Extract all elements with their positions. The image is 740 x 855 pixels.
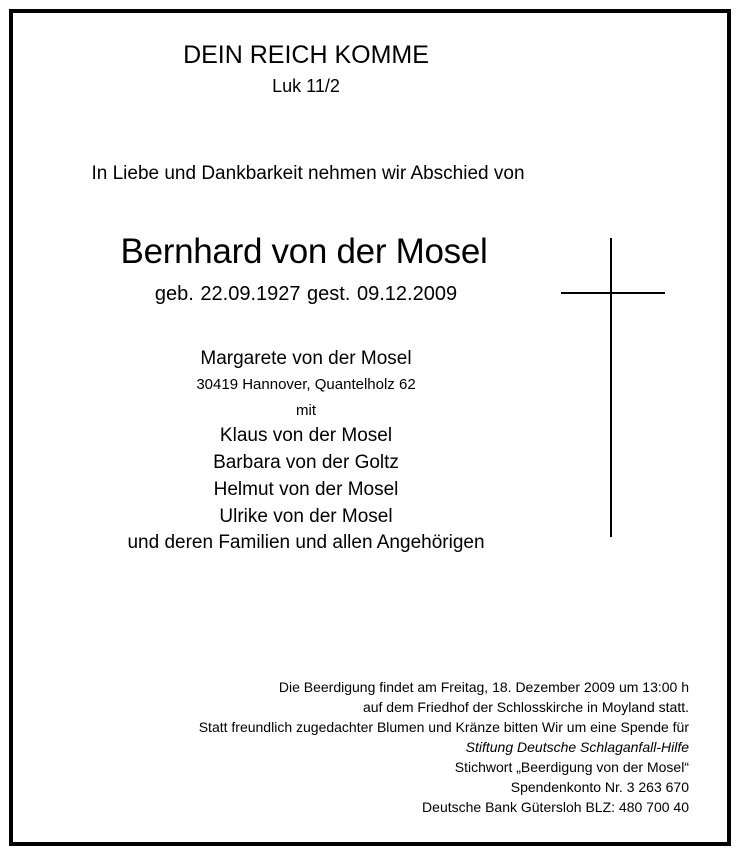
mourner-name: Helmut von der Mosel [213, 479, 399, 500]
cross-vertical-bar [610, 238, 612, 537]
mourner-families: und deren Familien und allen Angehörigen [127, 532, 485, 553]
donation-keyword: Stichwort „Beerdigung von der Mosel“ [454, 759, 689, 775]
life-dates: geb. 22.09.1927 gest. 09.12.2009 [154, 283, 458, 305]
bible-verse: Luk 11/2 [272, 76, 340, 96]
funeral-info-line: auf dem Friedhof der Schlosskirche in Moyland statt. [362, 699, 689, 715]
cross-horizontal-bar [561, 292, 665, 294]
mourner-name: Ulrike von der Mosel [219, 506, 393, 527]
charity-name: Stiftung Deutsche Schlaganfall-Hilfe [465, 739, 689, 755]
mourner-address: 30419 Hannover, Quantelholz 62 [196, 376, 416, 393]
bank-details: Deutsche Bank Gütersloh BLZ: 480 700 40 [422, 799, 689, 815]
mourner-primary: Margarete von der Mosel [200, 348, 412, 369]
mourner-name: Barbara von der Goltz [213, 452, 399, 473]
funeral-info-line: Die Beerdigung findet am Freitag, 18. Dezember 2009 um 13:00 h [278, 679, 689, 695]
deceased-name: Bernhard von der Mosel [120, 232, 488, 271]
motto-heading: DEIN REICH KOMME [183, 41, 429, 69]
donation-request: Statt freundlich zugedachter Blumen und Kränze bitten Wir um eine Spende für [198, 719, 689, 735]
intro-text: In Liebe und Dankbarkeit nehmen wir Abschied von [91, 163, 525, 184]
account-number: Spendenkonto Nr. 3 263 670 [510, 779, 689, 795]
mourner-name: Klaus von der Mosel [219, 425, 393, 446]
connector-text: mit [296, 402, 316, 419]
